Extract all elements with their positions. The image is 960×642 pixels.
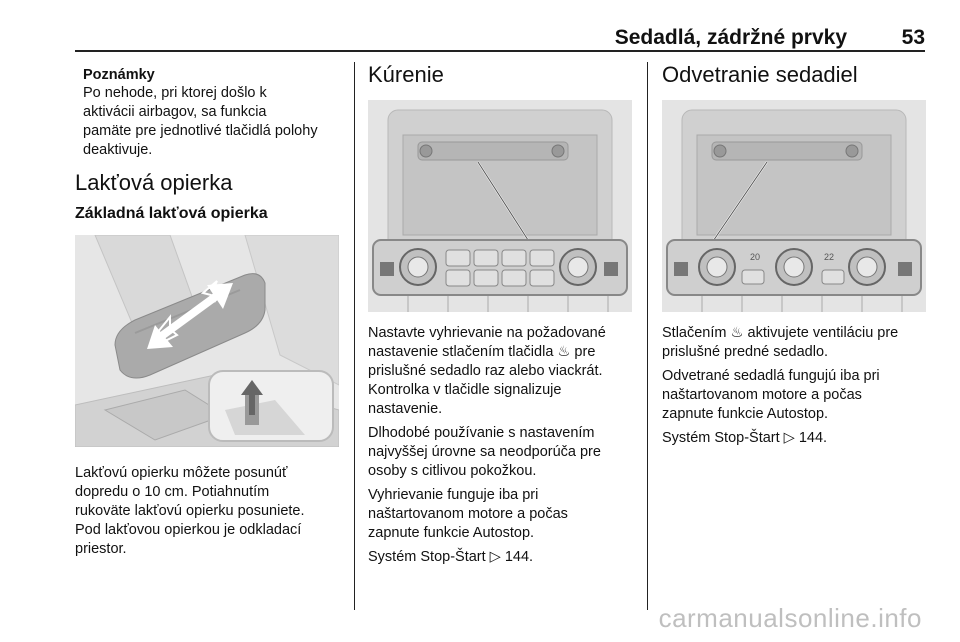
ventilation-controls-illustration [662,100,926,312]
column-heating [368,62,636,567]
ventilation-stop-start-link[interactable]: Systém Stop-Štart ▷ 144. [662,430,828,446]
watermark: carmanualsonline.info [658,603,922,633]
right-temp-label: 22 [824,252,835,262]
heating-controls-illustration [368,100,632,312]
column-divider-2 [647,62,648,610]
armrest-text: Lakťovú opierku môžete posunúť dopredu o 10 cm. Potiahnutím rukoväte lakťovú opierku posuniete. Pod lakťovou opierkou je odkladací priestor. [75,465,305,557]
heating-text-3: Vyhrievanie funguje iba pri naštartovanom motore a počas zapnute funkcie Autostop. [368,487,568,541]
heating-stop-start-link[interactable]: Systém Stop-Štart ▷ 144. [368,549,534,565]
armrest-heading: Lakťová opierka [75,170,233,195]
column-divider-1 [354,62,355,610]
ventilation-heading: Odvetranie sedadiel [662,62,858,87]
column-armrest [75,62,343,559]
column-ventilation [662,62,930,448]
left-temp-label: 20 [750,252,761,262]
note-text: Po nehode, pri ktorej došlo k aktivácii airbagov, sa funkcia pamäte pre jednotlivé tlačidlá polohy deaktivuje. [83,85,318,158]
ventilation-text-1: Stlačením ♨ aktivujete ventiláciu pre prislušné predné sedadlo. [662,325,899,360]
page-number: 53 [901,26,925,49]
section-title: Sedadlá, zádržné prvky [614,26,847,49]
page-header [75,24,925,52]
armrest-subheading: Základná lakťová opierka [75,205,268,222]
heating-text-1: Nastavte vyhrievanie na požadované nastavenie stlačením tlačidla ♨ pre prislušné sedadlo raz alebo viackrát. Kontrolka v tlačidle signalizuje nastavenie. [368,325,606,417]
note-title: Poznámky [83,67,155,83]
heating-text-2: Dlhodobé používanie s nastavením najvyššej úrovne sa neodporúča pre osoby s citlivou pokožkou. [368,425,601,479]
ventilation-text-2: Odvetrané sedadlá fungujú iba pri naštartovanom motore a počas zapnute funkcie Autostop. [662,368,880,422]
armrest-illustration [75,235,339,447]
heating-heading: Kúrenie [368,62,444,87]
